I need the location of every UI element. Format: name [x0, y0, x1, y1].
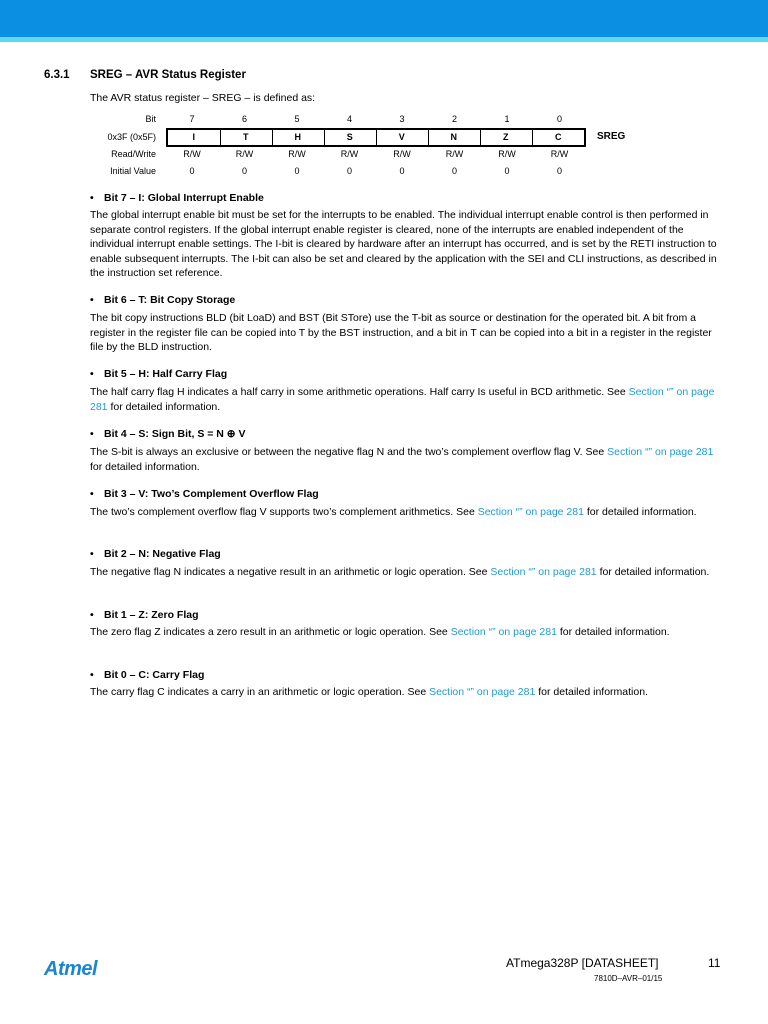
bit-name: S: [324, 130, 377, 145]
rw-value: R/W: [340, 149, 359, 159]
init-row-label: Initial Value: [110, 166, 156, 176]
bit-description: The carry flag C indicates a carry in an arithmetic or logic operation. See Section “” on page 281 for detailed information.: [90, 686, 648, 698]
bit-description: The zero flag Z indicates a zero result in an arithmetic or logic operation. See Section “” on page 281 for detailed information.: [90, 626, 670, 638]
bit-number: 3: [399, 114, 405, 124]
section-intro: The AVR status register – SREG – is defined as:: [90, 92, 316, 104]
bit-name: C: [555, 132, 562, 142]
section-link[interactable]: Section “” on page 281: [450, 626, 557, 638]
init-value: 0: [241, 166, 247, 176]
rw-value: R/W: [393, 149, 411, 159]
section-title: SREG – AVR Status Register: [90, 69, 246, 81]
bit-heading: • Bit 5 – H: Half Carry Flag: [90, 368, 228, 380]
init-value: 0: [189, 166, 195, 176]
rw-value: R/W: [235, 149, 254, 159]
bit-heading: • Bit 3 – V: Two’s Complement Overflow Flag: [90, 488, 319, 500]
init-value: 0: [451, 166, 457, 176]
bit-name: V: [376, 130, 429, 145]
section-number: 6.3.1: [44, 69, 70, 81]
bit-description: The global interrupt enable bit must be set for the interrupts to be enabled. The individual interrupt enable control is then performed in separate control registers. If the global interrupt enable register is cleared, none of the interrupts are enabled independent of the individual interrupt enable settings. The I-bit is cleared by hardware after an interrupt has occurred, and is set by the RETI instruction to enable subsequent interrupts. The I-bit can also be set and cleared by the application with the SEI and CLI instructions, as described in the instruction set reference.: [90, 209, 717, 280]
bit-number: 4: [346, 114, 352, 124]
atmel-logo: Atmel: [44, 958, 98, 980]
doc-code: 7810D–AVR–01/15: [594, 974, 663, 983]
register-table: [90, 112, 650, 182]
section-link[interactable]: Section “” on page 281: [607, 446, 714, 458]
bit-description: The bit copy instructions BLD (bit LoaD) and BST (Bit STore) use the T-bit as source or destination for the operated bit. A bit from a register in the register file can be copied into T by the BST instruction, and a bit in T can be copied into a bit in a register in the register file by the BLD instruction.: [90, 312, 712, 354]
footer-doc-title: ATmega328P [DATASHEET]: [506, 956, 659, 970]
bit-heading: • Bit 2 – N: Negative Flag: [90, 548, 221, 560]
section-link[interactable]: Section “” on page 281: [429, 686, 536, 698]
bit-description: The half carry flag H indicates a half carry in some arithmetic operations. Half carry Is useful in BCD arithmetic. See Section “” on page 281 for detailed information.: [90, 386, 715, 413]
rw-value: R/W: [445, 149, 464, 159]
bit-number: 7: [189, 114, 195, 124]
header-stripe: [0, 37, 768, 42]
init-value: 0: [504, 166, 510, 176]
init-value: 0: [346, 166, 352, 176]
bit-name: Z: [480, 130, 533, 145]
bit-number: 0: [556, 114, 562, 124]
bit-heading: • Bit 4 – S: Sign Bit, S = N ⊕ V: [90, 428, 246, 440]
rw-value: R/W: [288, 149, 306, 159]
bit-heading: • Bit 0 – C: Carry Flag: [90, 669, 205, 681]
section-link[interactable]: Section “” on page 281: [90, 386, 715, 413]
bit-number: 2: [451, 114, 457, 124]
bit-name: T: [220, 130, 273, 145]
bit-name: H: [272, 130, 325, 145]
bit-heading: • Bit 1 – Z: Zero Flag: [90, 609, 199, 621]
bit-description: The S-bit is always an exclusive or between the negative flag N and the two’s complement overflow flag V. See Section “” on page 281 for detailed information.: [90, 446, 714, 473]
page-number: 11: [708, 956, 721, 970]
section-link[interactable]: Section “” on page 281: [490, 566, 597, 578]
bit-name: N: [428, 130, 481, 145]
bit-row-label: Bit: [145, 114, 156, 124]
rw-row-label: Read/Write: [111, 149, 156, 159]
rw-value: R/W: [550, 149, 569, 159]
init-value: 0: [294, 166, 300, 176]
register-name: SREG: [597, 131, 626, 142]
bit-description: The negative flag N indicates a negative result in an arithmetic or logic operation. See Section “” on page 281 for detailed information.: [90, 566, 710, 578]
init-value: 0: [399, 166, 405, 176]
register-bit-box: [166, 128, 586, 147]
bit-heading: • Bit 7 – I: Global Interrupt Enable: [90, 192, 264, 204]
section-link[interactable]: Section “” on page 281: [477, 506, 584, 518]
init-value: 0: [556, 166, 562, 176]
address-label: 0x3F (0x5F): [107, 132, 156, 142]
bit-number: 6: [241, 114, 247, 124]
rw-value: R/W: [498, 149, 516, 159]
header-bar: [0, 0, 768, 37]
bit-heading: • Bit 6 – T: Bit Copy Storage: [90, 294, 236, 306]
rw-value: R/W: [183, 149, 201, 159]
bit-number: 5: [294, 114, 300, 124]
bit-number: 1: [504, 114, 510, 124]
bit-name: I: [168, 130, 221, 145]
bit-description: The two’s complement overflow flag V supports two’s complement arithmetics. See Section “” on page 281 for detailed information.: [90, 506, 697, 518]
